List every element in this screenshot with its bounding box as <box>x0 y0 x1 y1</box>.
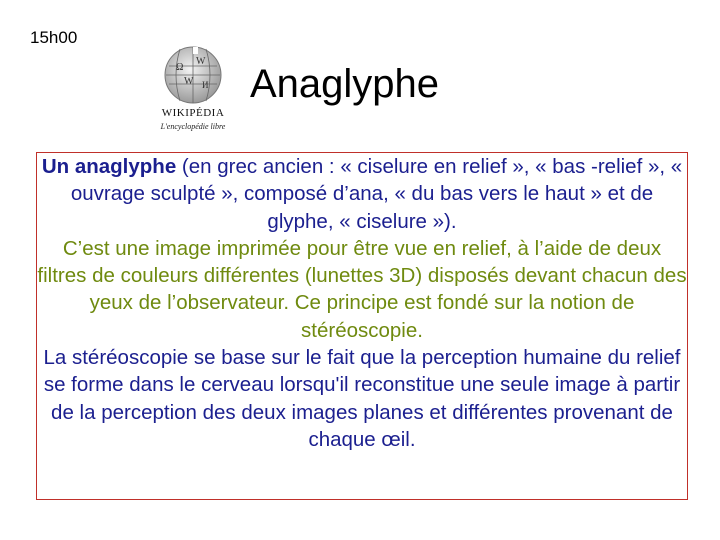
wikipedia-globe-icon <box>144 44 242 106</box>
svg-text:W: W <box>196 56 206 67</box>
svg-text:Ω: Ω <box>176 62 184 73</box>
paragraph-1-rest: (en grec ancien : « ciselure en relief », « bas -relief », « ouvrage sculpté », composé d’ana, « du bas vers le haut » et de glyphe, « ciselure »). <box>70 155 683 233</box>
svg-text:W: W <box>184 76 194 87</box>
logo-wordmark: WIKIPÉDIA <box>161 107 225 119</box>
slide-title: Anaglyphe <box>250 62 440 106</box>
paragraph-3: La stéréoscopie se base sur le fait que la perception humaine du relief se forme dans le cerveau lorsqu'il reconstitue une seule image à partir de la perception des deux images planes et différentes provenant de chaque œil. <box>43 346 681 451</box>
time-label: 15h00 <box>30 28 78 47</box>
svg-text:И: И <box>202 80 209 90</box>
paragraph-2: C’est une image imprimée pour être vue en relief, à l’aide de deux filtres de couleurs différentes (lunettes 3D) disposés devant chacun des yeux de l’observateur. Ce principe est fondé sur la notion de stéréoscopie. <box>37 236 687 342</box>
logo-tagline: L'encyclopédie libre <box>160 122 226 131</box>
content-text <box>37 153 687 453</box>
paragraph-1-bold: Un anaglyphe <box>41 155 177 178</box>
paragraph-1 <box>37 153 687 235</box>
wikipedia-logo <box>144 44 242 134</box>
content-box <box>36 152 688 500</box>
